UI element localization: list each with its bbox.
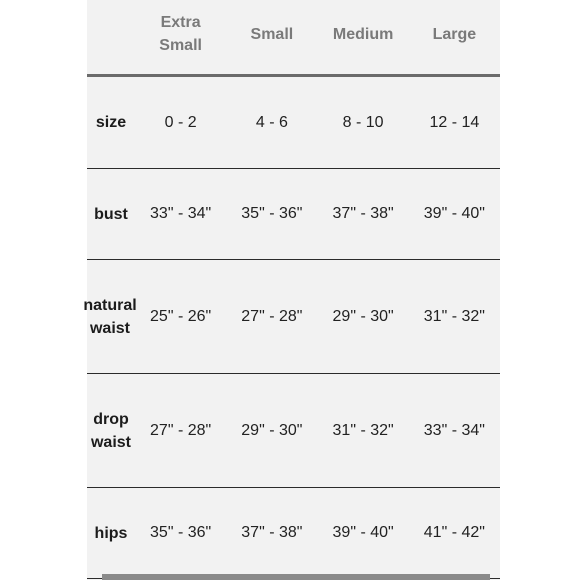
image-edge-strip xyxy=(102,574,490,580)
table-cell: 35" - 36" xyxy=(226,169,317,260)
header-row xyxy=(87,0,500,76)
table-cell: 4 - 6 xyxy=(226,76,317,169)
table-cell: 0 - 2 xyxy=(135,76,226,169)
row-label: size xyxy=(87,76,135,169)
table-cell: 39" - 40" xyxy=(409,169,500,260)
table-row-drop-waist xyxy=(87,374,500,488)
table-cell: 31" - 32" xyxy=(409,260,500,374)
table-cell: 33" - 34" xyxy=(135,169,226,260)
row-label: hips xyxy=(87,488,135,579)
table-cell: 25" - 26" xyxy=(135,260,226,374)
row-label: natural waist xyxy=(87,260,135,374)
table-row-natural-waist xyxy=(87,260,500,374)
header-large: Large xyxy=(409,0,500,76)
table-cell: 27" - 28" xyxy=(226,260,317,374)
table-cell: 41" - 42" xyxy=(409,488,500,579)
table-cell: 39" - 40" xyxy=(318,488,409,579)
table-cell: 8 - 10 xyxy=(318,76,409,169)
table-cell: 27" - 28" xyxy=(135,374,226,488)
table-cell: 29" - 30" xyxy=(318,260,409,374)
row-label: drop waist xyxy=(87,374,135,488)
header-small: Small xyxy=(226,0,317,76)
table-cell: 29" - 30" xyxy=(226,374,317,488)
table-cell: 31" - 32" xyxy=(318,374,409,488)
table-cell: 35" - 36" xyxy=(135,488,226,579)
row-label: bust xyxy=(87,169,135,260)
table-row-size xyxy=(87,76,500,169)
table-row-bust xyxy=(87,169,500,260)
header-extra-small: Extra Small xyxy=(135,0,226,76)
table-cell: 12 - 14 xyxy=(409,76,500,169)
table-row-hips xyxy=(87,488,500,579)
header-medium: Medium xyxy=(318,0,409,76)
table-cell: 37" - 38" xyxy=(318,169,409,260)
header-empty-cell xyxy=(87,0,135,76)
table-cell: 37" - 38" xyxy=(226,488,317,579)
table-cell: 33" - 34" xyxy=(409,374,500,488)
size-chart-table xyxy=(83,0,500,579)
